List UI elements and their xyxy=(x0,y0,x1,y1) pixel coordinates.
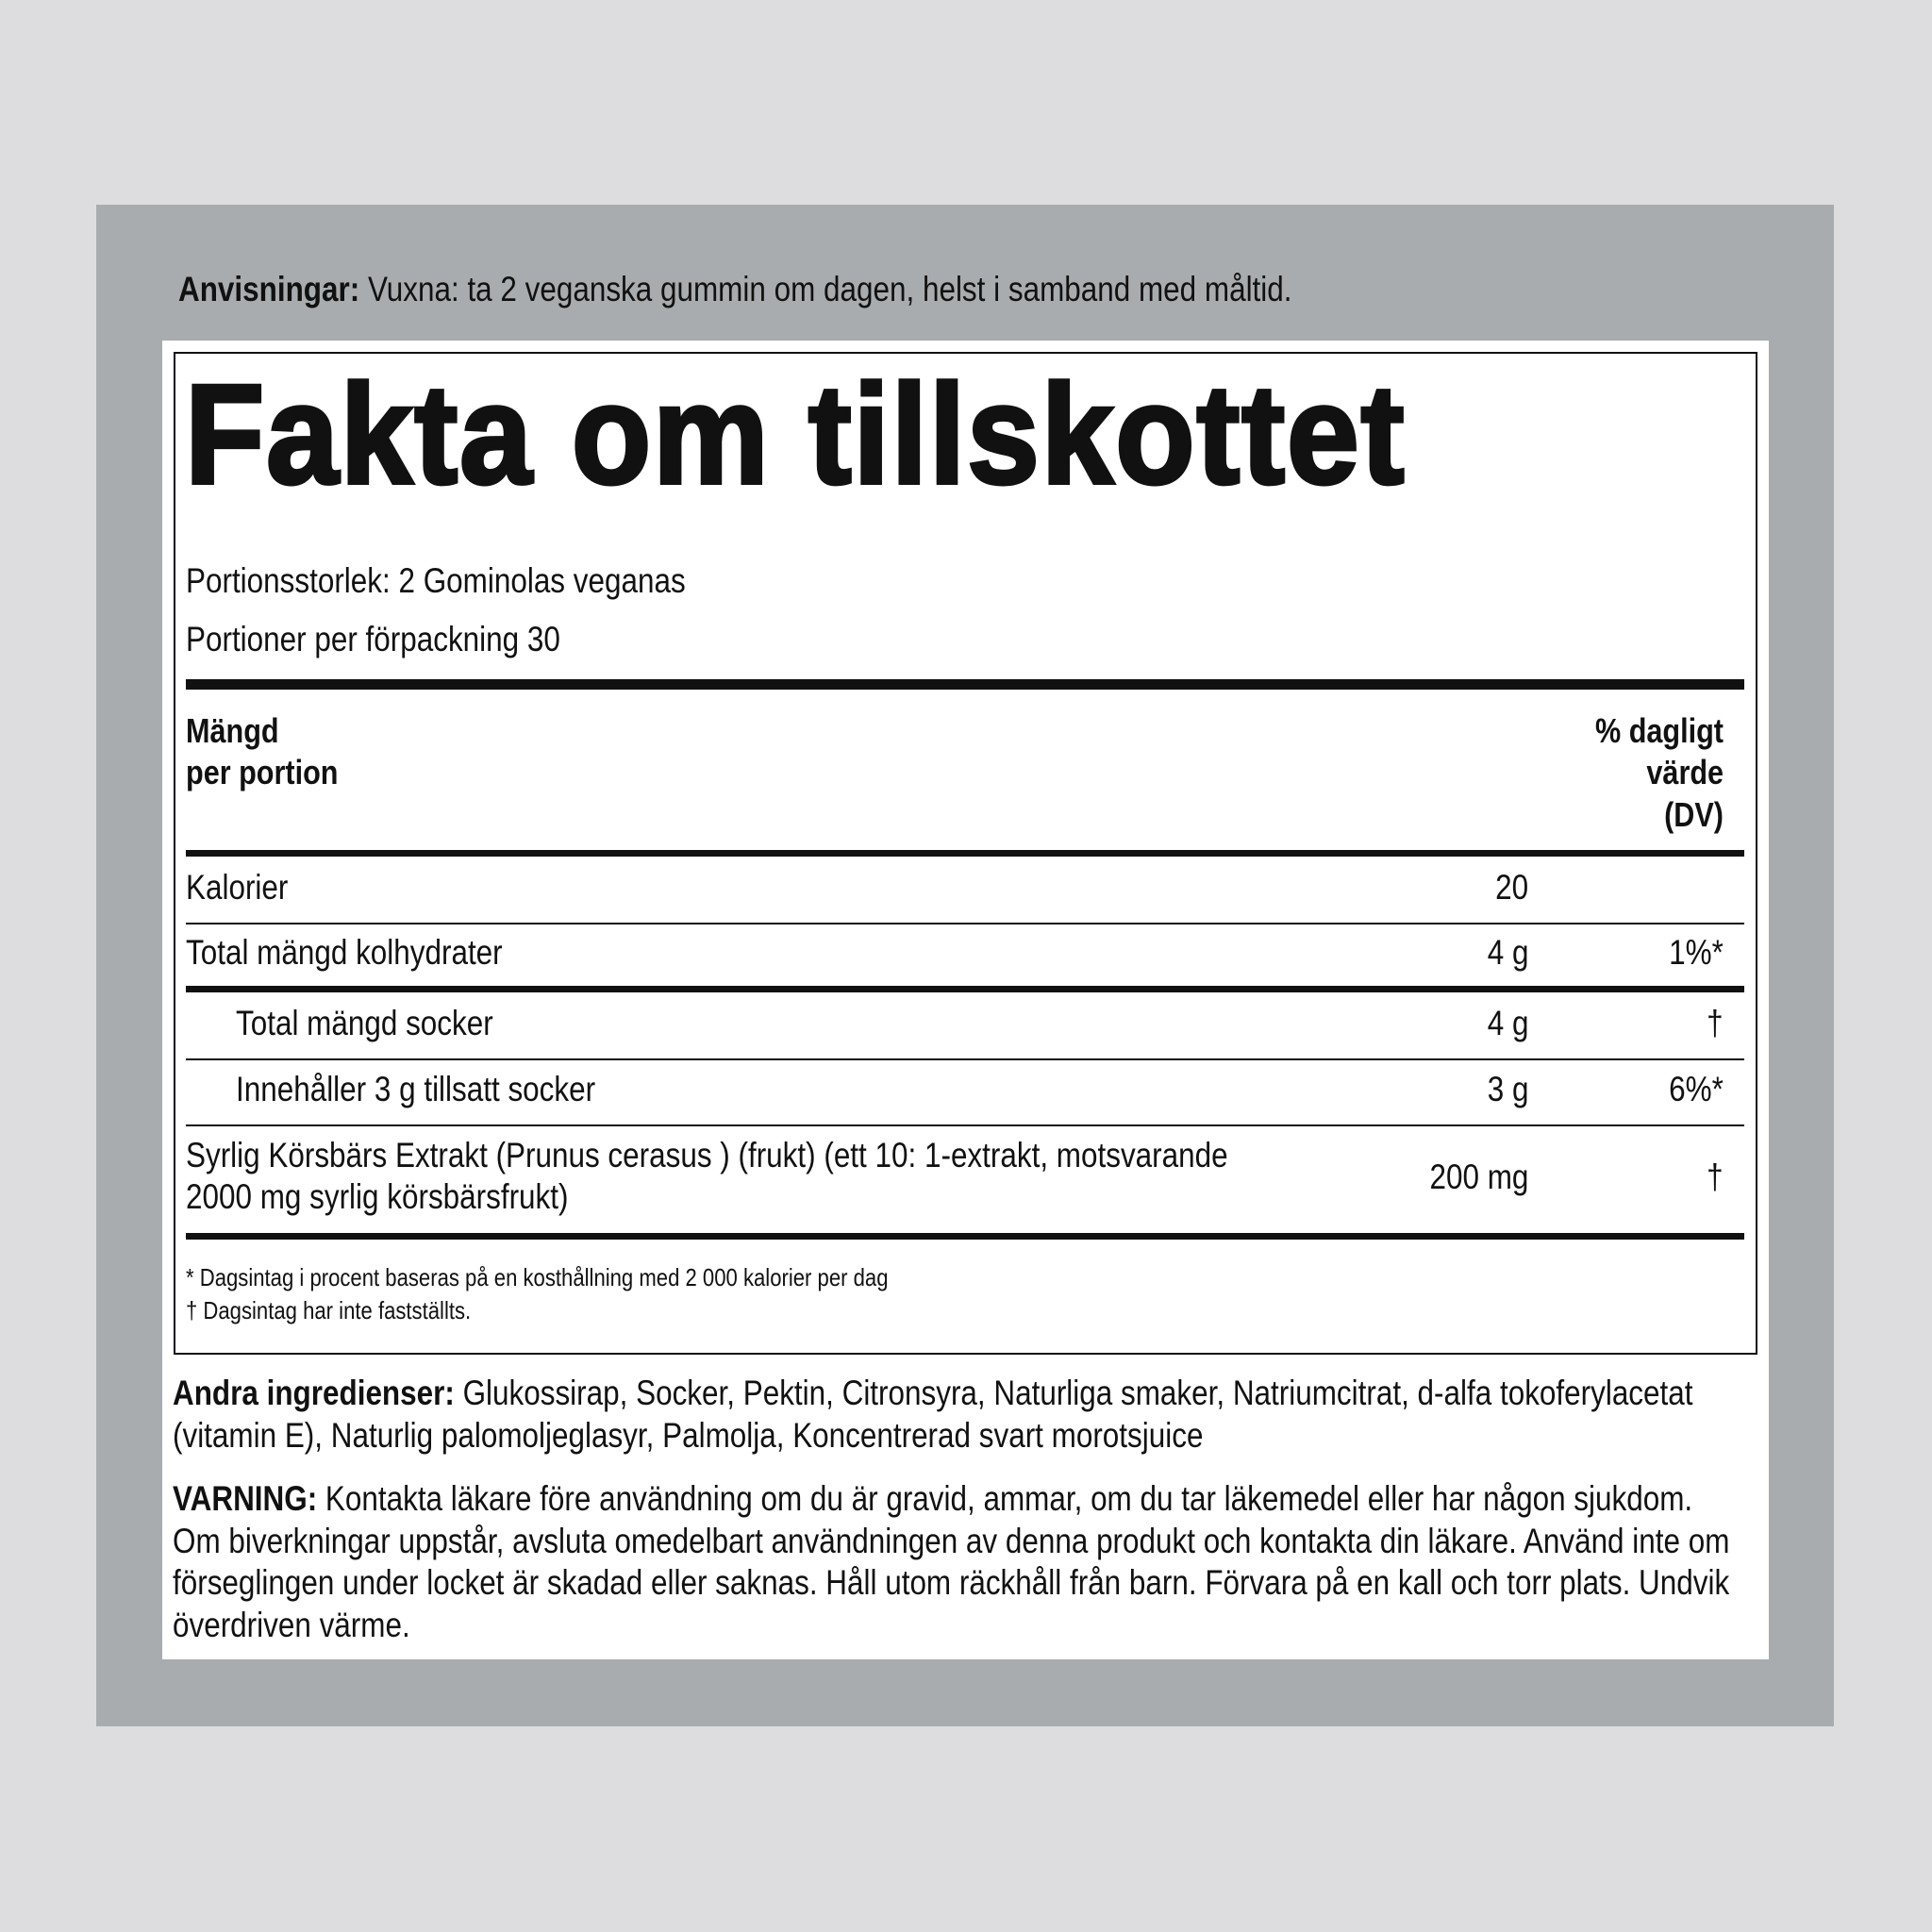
amount-header-line2: per portion xyxy=(186,753,339,791)
row-name: Kalorier xyxy=(186,868,289,907)
directions-text xyxy=(178,266,1292,313)
serving-size: Portionsstorlek: 2 Gominolas veganas xyxy=(186,561,686,600)
supplement-facts-title: Fakta om tillskottet xyxy=(185,355,1407,513)
divider-thick xyxy=(186,679,1744,690)
divider-thin xyxy=(186,923,1744,924)
row-name: Innehåller 3 g tillsatt socker xyxy=(236,1070,596,1108)
footnote-dagger: † Dagsintag har inte fastställts. xyxy=(186,1296,472,1324)
dv-header-line2: värde xyxy=(1646,753,1724,791)
warning-label: VARNING: xyxy=(173,1479,318,1518)
dv-header-line1: % dagligt xyxy=(1595,711,1724,750)
row-name: Total mängd kolhydrater xyxy=(186,933,503,972)
row-amount: 4 g xyxy=(1487,933,1528,972)
row-amount: 3 g xyxy=(1487,1070,1528,1108)
warning xyxy=(173,1478,1744,1646)
row-name-line2: 2000 mg syrlig körsbärsfrukt) xyxy=(186,1177,569,1216)
row-dv: † xyxy=(1707,1158,1724,1196)
row-amount: 200 mg xyxy=(1429,1158,1528,1196)
row-dv: 6%* xyxy=(1669,1070,1724,1108)
directions-body: Vuxna: ta 2 veganska gummin om dagen, helst i samband med måltid. xyxy=(359,270,1292,308)
row-name: Total mängd socker xyxy=(236,1004,493,1042)
amount-header-line1: Mängd xyxy=(186,711,279,750)
divider-medium xyxy=(186,1233,1744,1240)
row-amount: 4 g xyxy=(1487,1004,1528,1042)
row-amount: 20 xyxy=(1495,868,1528,907)
other-ingredients xyxy=(173,1373,1744,1457)
other-ingredients-label: Andra ingredienser: xyxy=(173,1374,455,1412)
divider-thin xyxy=(186,1058,1744,1060)
footnote-dv: * Dagsintag i procent baseras på en kosthållning med 2 000 kalorier per dag xyxy=(186,1263,889,1291)
divider-medium xyxy=(186,986,1744,992)
dv-header-line3: (DV) xyxy=(1664,795,1724,834)
row-name-line1: Syrlig Körsbärs Extrakt (Prunus cerasus ) (frukt) (ett 10: 1-extrakt, motsvarande xyxy=(186,1136,1228,1174)
servings-per-container: Portioner per förpackning 30 xyxy=(186,620,560,658)
row-dv: 1%* xyxy=(1669,933,1724,972)
other-ingredients-text: Glukossirap, Socker, Pektin, Citronsyra, Naturliga smaker, Natriumcitrat, d-alfa tokoferylacetat (vitamin E), Naturlig palomoljeglasyr, Palmolja, Koncentrerad svart morotsjuice xyxy=(173,1374,1693,1455)
divider-thin xyxy=(186,1124,1744,1126)
warning-text: Kontakta läkare före användning om du är gravid, ammar, om du tar läkemedel eller har någon sjukdom. Om biverkningar uppstår, avsluta omedelbart användningen av denna produkt och kontakta din läkare. Använd inte om förseglingen under locket är skadad eller saknas. Håll utom räckhåll från barn. Förvara på en kall och torr plats. Undvik överdriven värme. xyxy=(173,1479,1730,1644)
divider-medium xyxy=(186,850,1744,857)
directions-label: Anvisningar: xyxy=(178,270,360,308)
row-dv: † xyxy=(1707,1004,1724,1042)
